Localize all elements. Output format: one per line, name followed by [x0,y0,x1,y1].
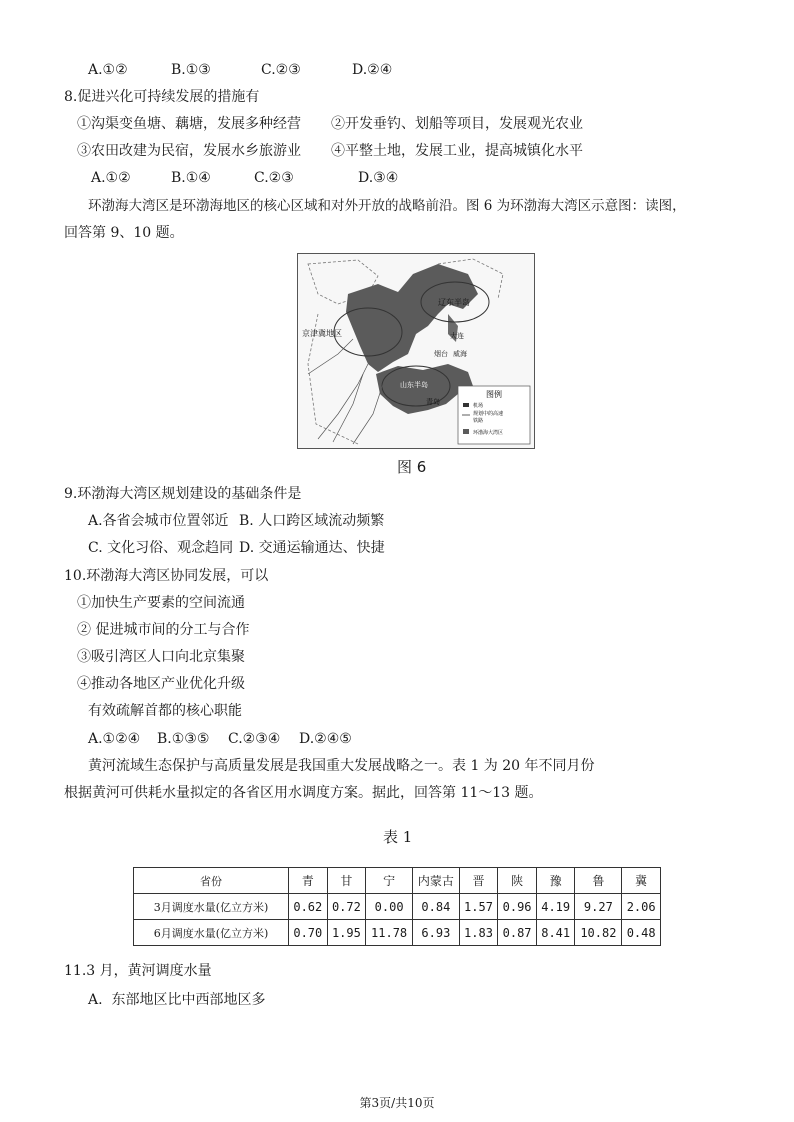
table-cell: 6.93 [413,920,460,946]
legend-area-swatch [463,429,469,434]
q10-item-4: ④推动各地区产业优化升级 [77,676,245,692]
table-row-label: 6月调度水量(亿立方米) [134,920,289,946]
q8-option-a: A.①② [91,170,131,186]
q7-option-b: B.①③ [171,62,211,78]
table-header-cell: 宁 [366,868,413,894]
table-header-cell: 青 [289,868,328,894]
label-yantai: 烟台 [434,350,448,358]
table-row [134,894,661,920]
q8-item-3: ③农田改建为民宿，发展水乡旅游业 [77,143,301,159]
q10-item-1: ①加快生产要素的空间流通 [77,595,245,611]
table-cell: 0.84 [413,894,460,920]
q9-option-b: B. 人口跨区域流动频繁 [239,513,385,529]
q8-option-d: D.③④ [358,170,399,186]
label-jingjinji: 京津冀地区 [302,329,342,338]
table-cell: 1.95 [327,920,366,946]
table-cell: 0.00 [366,894,413,920]
label-qingdao: 青岛 [426,398,440,406]
map-graphic [298,254,534,448]
q10-item-2: ② 促进城市间的分工与合作 [77,622,250,638]
table-row [134,920,661,946]
table-cell: 0.96 [498,894,537,920]
intro-9-10-line2: 回答第 9、10 题。 [64,225,184,241]
q8-option-c: C.②③ [254,170,294,186]
legend-item-rail-2: 铁路 [473,418,484,424]
legend-item-rail-1: 规划中的高速 [473,411,504,417]
table-cell: 0.48 [622,920,661,946]
q9-option-c: C. 文化习俗、观念趋同 [88,540,234,556]
q9-option-d: D. 交通运输通达、快捷 [239,540,385,556]
table-header-cell: 甘 [327,868,366,894]
q10-option-a: A.①②④ [88,731,141,747]
page-footer: 第3页/共10页 [359,1096,435,1110]
table-row-label: 3月调度水量(亿立方米) [134,894,289,920]
q10-option-c: C.②③④ [228,731,281,747]
table-cell: 1.83 [459,920,498,946]
legend-title: 图例 [486,390,502,399]
label-dalian: 大连 [450,332,464,340]
table-header-cell: 内蒙古 [413,868,460,894]
table-header-cell: 冀 [622,868,661,894]
intro-11-13-line2: 根据黄河可供耗水量拟定的各省区用水调度方案。据此，回答第 11～13 题。 [64,785,543,801]
q10-option-b: B.①③⑤ [157,731,210,747]
table-cell: 9.27 [575,894,622,920]
q10-item-3: ③吸引湾区人口向北京集聚 [77,649,245,665]
table-cell: 10.82 [575,920,622,946]
table-cell: 0.62 [289,894,328,920]
legend-item-area: 环渤海大湾区 [473,430,504,436]
table-header-cell: 豫 [536,868,575,894]
table-header-cell: 陕 [498,868,537,894]
table-cell: 0.72 [327,894,366,920]
q10-stem: 10.环渤海大湾区协同发展，可以 [64,568,269,584]
q9-stem: 9.环渤海大湾区规划建设的基础条件是 [64,486,302,502]
table-header-cell: 晋 [459,868,498,894]
table-cell: 4.19 [536,894,575,920]
legend-airport-swatch [463,403,469,407]
q8-stem: 8.促进兴化可持续发展的措施有 [64,89,260,105]
q7-options [88,60,392,80]
label-shandong: 山东半岛 [400,381,428,389]
table-cell: 8.41 [536,920,575,946]
table-header-cell: 省份 [134,868,289,894]
intro-11-13-line1: 黄河流域生态保护与高质量发展是我国重大发展战略之一。表 1 为 20 年不同月份 [88,758,595,774]
table-cell: 2.06 [622,894,661,920]
table-cell: 11.78 [366,920,413,946]
q7-option-a: A.①② [88,62,128,78]
table-header-row [134,868,661,894]
q8-options [91,168,398,188]
table-cell: 1.57 [459,894,498,920]
q7-option-c: C.②③ [261,62,301,78]
table-caption: 表 1 [383,828,413,846]
table-1 [133,867,661,946]
q8-item-1: ①沟渠变鱼塘、藕塘，发展多种经营 [77,116,301,132]
label-liaodong: 辽东半岛 [438,298,470,307]
table-cell: 0.87 [498,920,537,946]
figure-caption: 图 6 [397,458,427,476]
q9-option-a: A.各省会城市位置邻近 [88,513,229,529]
bohai-bay-area-map [297,253,535,449]
q8-item-4: ④平整土地，发展工业，提高城镇化水平 [331,143,583,159]
q10-options [88,729,352,749]
q10-item-5: 有效疏解首都的核心职能 [88,703,242,719]
q11-option-a: A. 东部地区比中西部地区多 [88,992,266,1008]
q10-option-d: D.②④⑤ [299,731,352,747]
q8-option-b: B.①④ [171,170,211,186]
table-header-cell: 鲁 [575,868,622,894]
label-weihai: 威海 [453,350,467,358]
q8-item-2: ②开发垂钓、划船等项目，发展观光农业 [331,116,583,132]
q7-option-d: D.②④ [352,62,393,78]
intro-9-10-line1: 环渤海大湾区是环渤海地区的核心区域和对外开放的战略前沿。图 6 为环渤海大湾区示意图：读图， [88,198,686,214]
legend-item-airport: 机场 [473,403,484,409]
table-cell: 0.70 [289,920,328,946]
q11-stem: 11.3 月，黄河调度水量 [64,963,212,979]
